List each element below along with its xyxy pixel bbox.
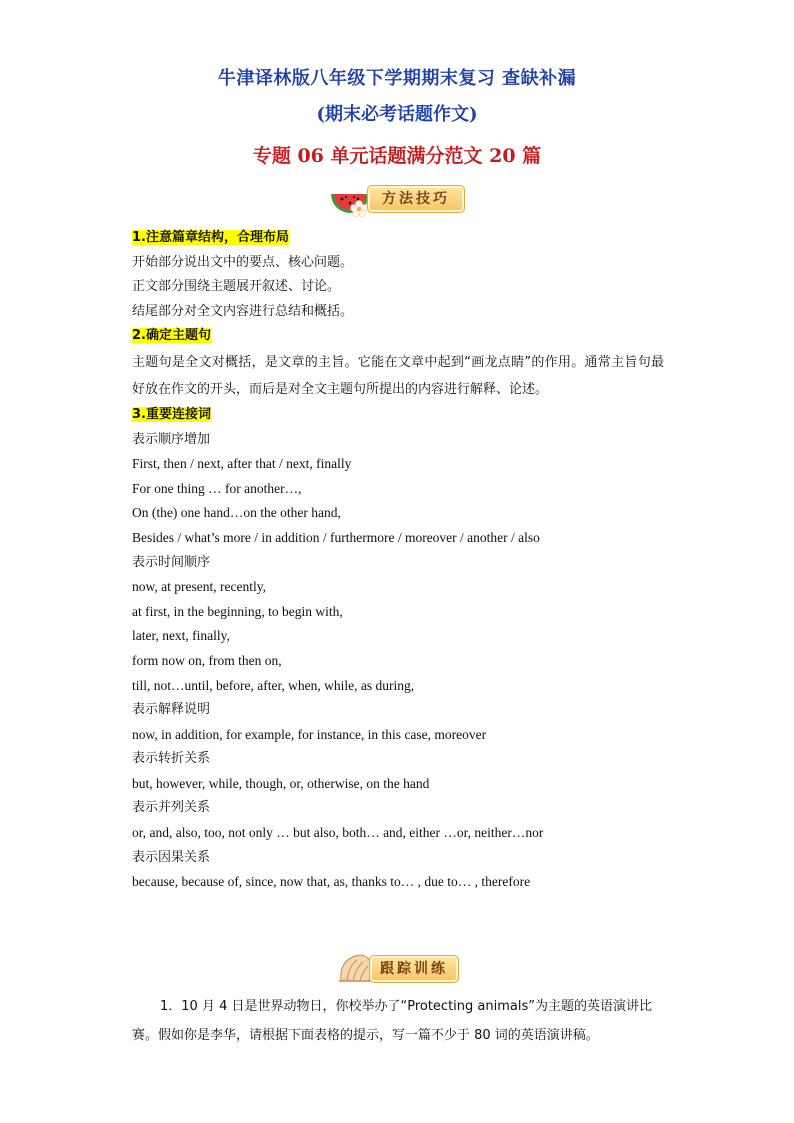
section-heading: 1.注意篇章结构，合理布局	[132, 230, 289, 245]
connector-line: Besides / what’s more / in addition / furthermore / moreover / another / also	[132, 529, 540, 545]
document-subtitle: (期末必考话题作文)	[316, 104, 478, 125]
connector-category: 表示因果关系	[132, 849, 211, 865]
task-paragraph: 1．10 月 4 日是世界动物日，你校举办了“Protecting animals”为主题的英语演讲比赛。假如你是李华，请根据下面表格的提示，写一篇不少于 80 词的英语演讲稿。	[132, 999, 652, 1043]
connector-line: now, in addition, for example, for instance, in this case, moreover	[132, 726, 487, 742]
section-heading: 2.确定主题句	[132, 328, 211, 344]
connector-line: at first, in the beginning, to begin with,	[132, 603, 343, 619]
training-banner	[337, 950, 459, 984]
connector-line: For one thing … for another…,	[132, 480, 302, 496]
connector-line: On (the) one hand…on the other hand,	[132, 505, 341, 521]
connector-line: but, however, while, though, or, otherwise, on the hand	[132, 775, 430, 791]
connector-line: now, at present, recently,	[132, 579, 266, 595]
connector-category: 表示顺序增加	[132, 431, 211, 447]
body-line: 开始部分说出文中的要点、核心问题。	[132, 254, 354, 270]
document-title: 牛津译林版八年级下学期期末复习 查缺补漏	[217, 68, 577, 89]
training-label: 跟踪训练	[369, 955, 459, 983]
connector-line: because, because of, since, now that, as, thanks to… , due to… , therefore	[132, 874, 531, 890]
section-heading: 3.重要连接词	[132, 406, 211, 422]
connector-line: form now on, from then on,	[132, 652, 282, 668]
connector-category: 表示并列关系	[132, 800, 211, 816]
connector-line: First, then / next, after that / next, finally	[132, 456, 352, 472]
connector-category: 表示转折关系	[132, 751, 211, 767]
document-topic-title: 专题 06 单元话题满分范文 20 篇	[252, 145, 542, 167]
main-content	[132, 226, 664, 895]
body-line: 正文部分围绕主题展开叙述、讨论。	[132, 279, 341, 295]
body-paragraph: 主题句是全文对概括，是文章的主旨。它能在文章中起到“画龙点睛”的作用。通常主旨句最好放在作文的开头，而后是对全文主题句所提出的内容进行解释、论述。	[132, 354, 664, 397]
connector-category: 表示解释说明	[132, 702, 211, 718]
connector-line: till, not…until, before, after, when, while, as during,	[132, 677, 415, 693]
body-line: 结尾部分对全文内容进行总结和概括。	[132, 303, 354, 319]
watermelon-icon	[329, 180, 371, 218]
method-tips-label: 方法技巧	[367, 185, 465, 213]
method-tips-banner	[329, 180, 465, 214]
connector-line: or, and, also, too, not only … but also, both… and, either …or, neither…nor	[132, 825, 544, 841]
connector-category: 表示时间顺序	[132, 554, 211, 570]
connector-line: later, next, finally,	[132, 628, 230, 644]
